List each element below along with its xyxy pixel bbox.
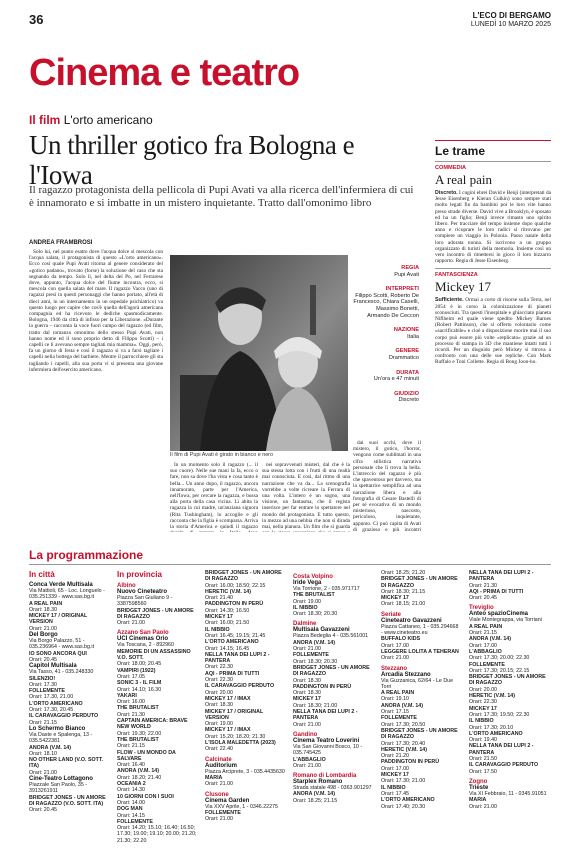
- listing-line: Orari: 17.50: [469, 768, 497, 775]
- listing-line: Orari: 21.40: [205, 595, 233, 602]
- listing-line: Via Toscana, 2 - 892960: [117, 642, 174, 649]
- film-title: L'ORTO AMERICANO: [205, 639, 259, 646]
- film-title: FOLLEMENTE: [469, 661, 505, 668]
- listing-line: Orari: 21.30: [117, 711, 145, 718]
- film-title: IL NIBBIO: [469, 718, 494, 725]
- listing-line: Orari: 14.30; 16.50: [205, 607, 250, 614]
- listing-line: Orari: 18.30; 21.15: [381, 588, 426, 595]
- review-text: I cugini ebrei David e Benji (interpretati da Jesse Eisenberg e Kieran Culkin) sono sempre stati molto legati fin da bambini poi le loro vite hanno preso strade diverse. David vive a Brooklyn, è sposato ed ha un figlio; Benji invece rimasto uno spirito libero. Per tracciare del tempo insieme dopo qualche anno e ricoprare le loro radici si ritrovano per compiere un viaggio in Polonia. Passo natale della loro adorata nonna. Si iscrivono a un gruppo organizzato di turisti della memoria. Insieme così un vero incontro di rimettersi in gioco il loro bizzarro rapporto. Regia di Jesse Eisenberg.: [435, 190, 551, 265]
- meta-value: Pupi Avati: [394, 271, 419, 278]
- listing-line: Orari: 16.00; 21.50: [205, 620, 250, 627]
- listing-line: Orari: 14.20; 15.10; 16.40; 16.50; 17.30; 19.00; 19.10; 20.00; 21.20; 21.30; 22.20: [117, 825, 197, 844]
- film-title: MICKEY 17: [293, 696, 321, 703]
- listing-line: Via Mattioli, 65 - Loc. Longuelo - 035.251339 - www.sas.bg.it: [29, 588, 105, 601]
- listing-line: Orari: 21.00: [29, 769, 57, 776]
- film-title: AQI - PRIMA DI TUTTI: [205, 670, 260, 677]
- article-text: In un momento solo il ragazzo (... il suo cuore). Nelle sue mani la fa, ecco o fare, non sa dove l'ha vista e cosa tanto è bella... Un anno dopo, il ragazzo, ancora innamorato, parte per l'America, nell'Iowa, per cercare la ragazza, e bussa alla porta della casa vicina. Lì abita la ragazza la cui madre, un'anziana signora (Rita Tushingham), lo accoglie e gli racconta che la figlia è scomparsa. Arriva la storia d'America e quindi il ragazzo: [170, 462, 258, 531]
- film-title: HERETIC (V.M. 14): [469, 693, 516, 700]
- cinema-name: Arcadia Stezzano: [381, 671, 431, 678]
- page-header: [29, 12, 551, 28]
- listing-line: Orari: 17.30; 20.15; 22.15: [469, 667, 530, 674]
- listing-line: Orari: 16.00: [117, 699, 145, 706]
- listing-line: Orari: 19.00: [205, 721, 233, 728]
- film-title: PADDINGTON IN PERÙ: [381, 759, 440, 766]
- listing-line: Orari: 17.30: [29, 681, 57, 688]
- listing-line: Orari: 21.15: [117, 743, 145, 750]
- listing-line: Orari: 21.00: [205, 781, 233, 788]
- film-title: SILENZIO!: [29, 675, 56, 682]
- film-title: ANORA (V.M. 14): [29, 744, 71, 751]
- film-title: L'ORTO AMERICANO: [469, 730, 523, 737]
- meta-label: DURATA: [396, 369, 419, 376]
- film-title: LEGGERE LOLITA A TEHERAN: [381, 648, 459, 655]
- listing-line: Orari: 21.00: [29, 625, 57, 632]
- listing-line: Orari: 21.00: [205, 816, 233, 823]
- film-title: DOG MAN: [117, 806, 143, 813]
- film-title: 10 GIORNI CON I SUOI: [117, 793, 174, 800]
- meta-label: GIUDIZIO: [394, 390, 419, 397]
- listing-line: Orari: 17.30, 20.45: [29, 707, 74, 714]
- programming-column: [293, 570, 373, 804]
- town-name: Zogno: [469, 778, 488, 785]
- film-title: ANORA (V.M. 14): [293, 639, 335, 646]
- listing-line: Orari: 17.00: [381, 765, 409, 772]
- film-title: MICKEY 17 / ORIGINAL VERSION: [29, 613, 88, 626]
- listing-line: Via San Giovanni Bosco, 10 - 035.745425: [293, 743, 363, 757]
- film-title: NO OTHER LAND (V.O. SOTT. ITA): [29, 757, 103, 770]
- listing-line: Orari: 20.00: [205, 689, 233, 696]
- listing-line: Orari: 16.45; 19.15; 21.45: [205, 632, 266, 639]
- review-genre: FANTASCIENZA: [435, 272, 478, 279]
- listing-line: Orari: 16.00; 18.50; 22.15: [205, 582, 266, 589]
- article-subhead: Il ragazzo protagonista della pellicola di Pupi Avati va alla ricerca dell'infermiera di cui è innamorato e si imbatte in un mistero inquietante. Tratto dall'omonimo libro: [29, 184, 414, 209]
- film-title: VAMPIRI (1922): [117, 667, 156, 674]
- byline: ANDREA FRAMBROSI: [29, 240, 93, 246]
- film-title: IL CARAVAGGIO PERDUTO: [205, 683, 275, 690]
- listing-line: Orari: 18.10: [29, 750, 57, 757]
- listing-line: Orari: 18.30: [293, 690, 321, 697]
- film-title: BRIDGET JONES - UN AMORE DI RAGAZZO: [117, 607, 194, 620]
- film-title: THE BRUTALIST: [117, 705, 159, 712]
- listing-line: Orari: 18.30; 20.30: [293, 611, 338, 618]
- article-column-3: [262, 462, 350, 532]
- film-title: IL CARAVAGGIO PERDUTO: [29, 713, 99, 720]
- cinema-name: Capitol Multisala: [29, 663, 77, 670]
- film-title: HERETIC (V.M. 14): [381, 746, 428, 753]
- film-title: MICKEY 17 / ORIGINAL VERSION: [205, 708, 264, 721]
- film-title: BRIDGET JONES - UN AMORE DI RAGAZZO: [469, 674, 546, 687]
- cinema-name: Nuovo Cineteatro: [117, 589, 168, 595]
- article-kicker: [29, 113, 153, 127]
- film-title: FLOW - UN MONDO DA SALVARE: [117, 749, 176, 762]
- film-title: HERETIC (V.M. 14): [205, 588, 252, 595]
- review-text: Ormai a corto di risorse sulla Terra, nel 2054 è in corso la colonizzazione di pianeti sconosciuti. Tra questi l'inospitale e ghiacciato pianeta Niflheim ed quale viene spedito Mickey Barnes (Robert Pattinson), che si offerto volontario come «sacrificabile» e cioè a disposizione morire mai il suo corpo può essere più volte «replicato» grazie ad un processo di stampa in 3D che mantiene intatti tutti i ricordi. Per un disguido però Mickey si ritrova a confronto con una delle sue repliche. Con Mark Ruffalo e Toni Collette. Regia di Bong Joon-ho.: [435, 297, 551, 366]
- meta-value: Un'ora e 47 minuti: [373, 376, 419, 383]
- film-title: AQI - PRIMA DI TUTTI: [469, 588, 524, 595]
- review-rating: Discreto.: [435, 190, 458, 196]
- meta-value: Italia: [407, 333, 419, 340]
- town-name: Azzano San Paolo: [117, 630, 169, 637]
- film-title: FOLLEMENTE: [29, 688, 65, 695]
- listing-line: Orari: 18.15; 21.00: [381, 601, 426, 608]
- listing-line: Orari: 17.45: [381, 790, 409, 797]
- listing-line: Orari: 17.30; 21.00: [381, 778, 426, 785]
- listing-line: Orari: 18.30: [29, 606, 57, 613]
- review-mickey-17: [435, 268, 551, 365]
- listing-line: Orari: 17.15: [381, 709, 409, 716]
- film-title: ANORA (V.M. 14): [117, 768, 159, 775]
- listing-line: Orari: 17.30, 21.00: [29, 694, 74, 701]
- listing-line: Orari: 18.20; 21.40: [117, 774, 162, 781]
- film-title: BUFFALO KIDS: [381, 636, 421, 643]
- listing-line: Orari: 17.30; 20.10: [469, 724, 514, 731]
- listing-line: Orari: 18.30; 21.00: [293, 702, 338, 709]
- article-text: dai suoi occhi, dove il mistero, il gotico, l'horror, vengono come sublimati in una cifra stilistica narrativa personale che lì trova la bella. L'intreccio del ragazzo è più che spaventoso per davvero, ma la spettatrice semplifica ad una narrazione libera e alla fotografia di Cesare Bastelli di per sé evocativa di un mondo misterioso, nascosto, pericoloso, inquietante, appunto. Ci può capita di Avati di grazioso e più incontri: [353, 440, 421, 532]
- listing-line: Piazza Bedeglia 4 - 035.561001: [293, 633, 369, 640]
- film-title: MICKEY 17: [205, 614, 233, 621]
- film-title: FOLLEMENTE: [381, 715, 417, 722]
- meta-label: GENERE: [395, 348, 419, 355]
- film-title: A REAL PAIN: [29, 600, 63, 607]
- film-title: BRIDGET JONES - UN AMORE DI RAGAZZO: [205, 570, 282, 583]
- listing-line: Orari: 18.30: [205, 702, 233, 709]
- kicker-rest: L'orto americano: [63, 113, 153, 127]
- listing-line: Orari: 17.40; 20.30: [381, 803, 426, 810]
- listing-line: Orari: 18.30; 20.30: [293, 658, 338, 665]
- listing-line: Orari: 21.20: [381, 753, 409, 760]
- cinema-name: Lo Schermo Bianco: [29, 725, 86, 732]
- listing-line: Via Daste e Spalenga, 13 - 035.5422381: [29, 731, 93, 745]
- town-name: Stezzano: [381, 665, 408, 672]
- listing-line: Orari: 20.45: [29, 656, 57, 663]
- listing-line: Orari: 14.15: [117, 812, 145, 819]
- film-title: ANORA (V.M. 14): [293, 791, 335, 798]
- region-heading: In città: [29, 570, 55, 579]
- cinema-name: Auditorium: [205, 762, 237, 769]
- programming-column: [469, 570, 549, 810]
- cinema-name: Trieste: [469, 784, 489, 791]
- film-title: THE BRUTALIST: [117, 736, 159, 743]
- programming-title: La programmazione: [29, 548, 551, 565]
- film-title: PADDINGTON IN PERÙ: [293, 683, 352, 690]
- film-title: L'ISOLA MALEDETTA (2023): [205, 740, 276, 747]
- cinema-name: Cineteatro Gavazzeni: [381, 617, 442, 624]
- listing-line: Via Borgo Palazzo, 51 - 035.236964 - www.sas.bg.it: [29, 638, 95, 651]
- listing-line: Strada statale 498 - 0363.901297: [293, 785, 372, 792]
- film-title: YAKARI: [117, 692, 137, 699]
- film-title: SONIC 3 - IL FILM: [117, 680, 162, 687]
- film-title: MARIA: [469, 797, 487, 804]
- cinema-name: Multisala Gavazzeni: [293, 627, 350, 634]
- listing-line: Orari: 22.30: [205, 677, 233, 684]
- section-title: Cinema e teatro: [29, 52, 300, 94]
- review-body: [435, 297, 551, 365]
- film-title: CAPTAIN AMERICA: BRAVE NEW WORLD: [117, 718, 188, 731]
- town-name: Seriate: [381, 611, 402, 618]
- film-title: MICKEY 17 / IMAX: [205, 695, 251, 702]
- listing-line: Orari: 19.10: [381, 696, 409, 703]
- film-title: BRIDGET JONES - UN AMORE DI RAGAZZO: [381, 727, 458, 741]
- cinema-name: Conca Verde Multisala: [29, 582, 93, 588]
- article-column-4: [353, 440, 421, 532]
- review-genre: COMMEDIA: [435, 165, 467, 171]
- listing-line: Via XXV Aprile, 1 - 0346.22275: [205, 803, 278, 810]
- film-title: IL CARAVAGGIO PERDUTO: [469, 762, 539, 769]
- listing-line: Piazza Arciprete, 3 - 035.4435630: [205, 768, 285, 775]
- listing-line: Piazzale San Paolo, 35 - 3913261911: [29, 782, 88, 795]
- film-title: BRIDGET JONES - UN AMORE DI RAGAZZO: [293, 664, 370, 678]
- film-title: MICKEY 17: [469, 705, 497, 712]
- film-title: FOLLEMENTE: [293, 652, 329, 659]
- article-column-2: [170, 462, 258, 532]
- listing-line: Orari: 21.00: [469, 803, 497, 810]
- film-title: BRIDGET JONES - UN AMORE DI RAGAZZO: [381, 576, 458, 589]
- meta-value: Discreto: [398, 397, 419, 404]
- film-title: MICKEY 17: [381, 772, 409, 779]
- town-name: Albino: [117, 583, 136, 589]
- film-title: L'ORTO AMERICANO: [381, 797, 435, 804]
- meta-label: NAZIONE: [393, 327, 419, 334]
- town-name: Dalmine: [293, 621, 317, 628]
- cinema-name: Cine-Teatro Lottagono: [29, 776, 93, 783]
- listing-line: Orari: 22.40: [205, 746, 233, 753]
- listing-line: Orari: 17.05: [117, 673, 145, 680]
- film-title: L'ABBAGLIO: [293, 756, 326, 763]
- listing-line: Orari: 18.25; 21.15: [293, 797, 338, 804]
- programming-column: [205, 570, 285, 822]
- cinema-name: Iride Vega: [293, 580, 322, 586]
- film-still-photo: [170, 255, 348, 451]
- meta-label: INTERPRETI: [385, 286, 419, 293]
- film-title: IL NIBBIO: [205, 626, 230, 633]
- cinema-name: UCI Cinemas Orio: [117, 636, 169, 643]
- listing-line: Orari: 14.15; 16.45: [205, 645, 250, 652]
- listing-line: Orari: 17.00: [381, 642, 409, 649]
- film-title: NELLA TANA DEI LUPI 2 - PANTERA: [205, 651, 270, 665]
- region-heading: In provincia: [117, 570, 162, 579]
- town-name: Romano di Lombardia: [293, 773, 357, 780]
- programming-column: [381, 570, 461, 810]
- listing-line: Orari: 20.00: [469, 686, 497, 693]
- review-body: [435, 190, 551, 264]
- film-title: BRIDGET JONES - UN AMORE DI RAGAZZO (V.O. SOTT. ITA): [29, 794, 106, 807]
- listing-line: Orari: 17.00: [469, 642, 497, 649]
- listing-line: Piazza Cattaneo, 1 - 035.294668 - www.cineteatro.eu: [381, 623, 459, 637]
- cinema-name: Anteo spazioCinema: [469, 611, 529, 618]
- film-title: FOLLEMENTE: [205, 809, 241, 816]
- masthead: [471, 12, 551, 29]
- town-name: Clusone: [205, 791, 229, 798]
- film-title: NELLA TANA DEI LUPI 2 - PANTERA: [469, 743, 534, 756]
- film-title: A REAL PAIN: [469, 623, 503, 630]
- film-title: L'ORTO AMERICANO: [29, 700, 83, 707]
- listing-line: Orari: 21.15: [29, 719, 57, 726]
- listing-line: Orari: 17.30; 20.50: [381, 721, 426, 728]
- town-name: Gandino: [293, 731, 318, 738]
- film-info-box: [353, 265, 419, 404]
- listing-line: Orari: 20.45: [469, 595, 497, 602]
- listing-line: Viale Montegrappa, via Torriani: [469, 617, 542, 624]
- listing-line: Orari: 21.00: [381, 655, 409, 662]
- listing-line: Via Torrione, 2 - 035.971717: [293, 586, 360, 592]
- film-title: IO SONO ANCORA QUI: [29, 650, 87, 657]
- listing-line: Via Guzzanica, 62/64 - Le Due Torri: [381, 677, 454, 690]
- film-title: IL NIBBIO: [381, 784, 406, 791]
- listing-line: Orari: 19.30; 22.00: [117, 730, 162, 737]
- town-name: Treviglio: [469, 605, 494, 612]
- cinema-name: Del Borgo: [29, 632, 58, 639]
- cinema-name: Cinema Garden: [205, 797, 250, 804]
- cinema-name: Cinema Teatro Loverini: [293, 737, 360, 744]
- listing-line: Orari: 17.30; 19.50; 22.30: [469, 711, 530, 718]
- film-title: PADDINGTON IN PERÙ: [205, 601, 264, 608]
- review-rating: Sufficiente.: [435, 297, 464, 304]
- sidebar-title: Le trame: [435, 140, 551, 162]
- review-title: Mickey 17: [435, 279, 491, 295]
- article-text: nei sopravvenuti misteri, dal che è la sua stessa lotta con i frutti di una realtà mai conosciuta. E così, dal ritmo di una narrazione che va da... La scenografia vorrebbe a volte ricreare la Ferrara di una volta. L'intero è un sogno, una visione, un fantasma, che il regista inserisce per far entrare lo spettatore nel mondo del protagonista. E tutto questo, in mezzo ad una nebbia che non si dirada mai, nella pianura. Un film che si guarda: [262, 462, 350, 531]
- film-title: MICKEY 17 / IMAX: [205, 727, 251, 734]
- listing-line: Orari: 21.50: [469, 756, 497, 763]
- film-title: THE BRUTALIST: [293, 592, 335, 599]
- review-title: A real pain: [435, 172, 493, 187]
- listing-line: Orari: 22.30: [205, 664, 233, 671]
- film-title: L'ABBAGLIO: [469, 648, 502, 655]
- listing-line: Orari: 16.40: [117, 762, 145, 769]
- kicker-strong: Il film: [29, 113, 61, 127]
- listing-line: Orari: 21.00: [117, 620, 145, 627]
- film-title: ANORA (V.M. 14): [469, 636, 511, 643]
- meta-value: Filippo Scotti, Roberto De Francesco, Chiara Caselli, Massimo Bonetti, Armando De Ceccon: [353, 292, 419, 319]
- listing-line: Orari: 15.20; 18.20; 21.30: [205, 733, 266, 740]
- review-a-real-pain: [435, 165, 551, 264]
- film-title: OCEANIA 2: [117, 781, 146, 788]
- listing-line: Orari: 22.30: [469, 699, 497, 706]
- film-title: MARIA: [205, 774, 223, 781]
- film-title: MICKEY 17: [381, 595, 409, 602]
- town-name: Calcinate: [205, 756, 232, 763]
- film-title: IL NIBBIO: [293, 604, 318, 611]
- listing-line: Orari: 20.45: [29, 807, 57, 814]
- article-text: Solo lui, nel punto esatto dove l'acqua dolce si mescola con l'acqua salata, il protagonista di questo «L'orto americano». Ecco cosí quale Pupi Avati ritorna al genere considerato del «gotico padano», trovato (forse) la soluzione del caso che sta segnando da tempo. Solo lì, nel delta del Po, nel Ferrarese dove, appunto, l'acqua dolce del fiume incontra, ecco, si mescola con quella salata del mare. Il ragazzo Vacco (uno di ragazzi presi in questi personaggi che hanno portato, all'età di dieci anni, in un internamento in un ospedale psichiatrico) va questo luogo per capire che cos'è quella dell'agorà americana compagnia ed ha ricevuto le dediche spasmodicamente. Bologna, 1946 da città di infisso per la Liberazione. «Durante la guerra – racconta la voce fuori campo del ragazzo (ed film, tratto dal romanzo omonimo dello stesso Pupi Avati, non hanno nome ed il sono proprio detto di Filippo Scotti) – i capelli ce li avevano sempre tagliati mia mamma». Oggi, però, fa un giorno di festa e così il ragazzo si va a farsi tagliare i capelli nella bottega del barbiere. Mentre il parrucchiere gli sta tagliando i capelli, alla sua porta vi si presenta una giovane infermiera dell'esercito americano.: [29, 249, 163, 373]
- article-headline: Un thriller gotico fra Bologna e l'Iowa: [29, 130, 355, 190]
- listing-line: Orari: 18.00; 20.45: [117, 661, 162, 668]
- meta-label: REGIA: [401, 265, 419, 271]
- listing-line: Orari: 21.30: [469, 582, 497, 589]
- meta-value: Drammatico: [388, 354, 419, 361]
- programming-column: [117, 570, 197, 844]
- listing-line: Orari: 21.00: [293, 762, 321, 769]
- page-number: 36: [29, 12, 44, 27]
- programming-column: [29, 570, 109, 814]
- town-name: Costa Volpino: [293, 574, 333, 580]
- listing-line: Orari: 21.15: [469, 630, 497, 637]
- listing-line: Piazza San Giuliano 9 - 3387598560: [117, 595, 173, 608]
- film-title: NELLA TANA DEI LUPI 2 - PANTERA: [469, 570, 534, 583]
- photo-caption: Il film di Pupi Avati è girato in bianco e nero: [170, 452, 273, 458]
- sidebar-le-trame: [435, 140, 551, 366]
- film-still-image: [170, 255, 348, 451]
- listing-line: Via XI Febbraio, 11 - 0345.91051: [469, 790, 547, 797]
- listing-line: Orari: 17.30; 20.40: [381, 740, 426, 747]
- cinema-name: Starplex Romano: [293, 779, 343, 786]
- listing-line: Orari: 14.00: [117, 799, 145, 806]
- listing-line: Orari: 14.10; 16.30: [117, 686, 162, 693]
- listing-line: Orari: 19.40: [469, 737, 497, 744]
- film-title: ANORA (V.M. 14): [381, 702, 423, 709]
- film-title: A REAL PAIN: [381, 690, 415, 697]
- listing-line: Via Tasso, 41 - 035.248330: [29, 669, 94, 676]
- film-title: MEMORIE DI UN ASSASSINO V.O. SOTT.: [117, 648, 191, 662]
- listing-line: Orari: 18.30: [293, 677, 321, 684]
- newspaper-name: L'ECO DI BERGAMO: [472, 11, 551, 20]
- listing-line: Orari: 19.00: [293, 598, 321, 605]
- listing-line: Orari: 14.30: [117, 787, 145, 794]
- listing-line: Orari: 18.25; 21.20: [381, 570, 426, 576]
- issue-date: LUNEDÌ 10 MARZO 2025: [470, 21, 551, 28]
- film-title: NELLA TANA DEI LUPI 2 - PANTERA: [293, 709, 358, 722]
- film-title: FOLLEMENTE: [117, 818, 153, 825]
- article-column-1: [29, 249, 163, 529]
- listing-line: Orari: 21.00: [293, 721, 321, 728]
- listing-line: Orari: 17.30; 20.00; 22.30: [469, 655, 530, 662]
- listing-line: Orari: 21.00: [293, 646, 321, 653]
